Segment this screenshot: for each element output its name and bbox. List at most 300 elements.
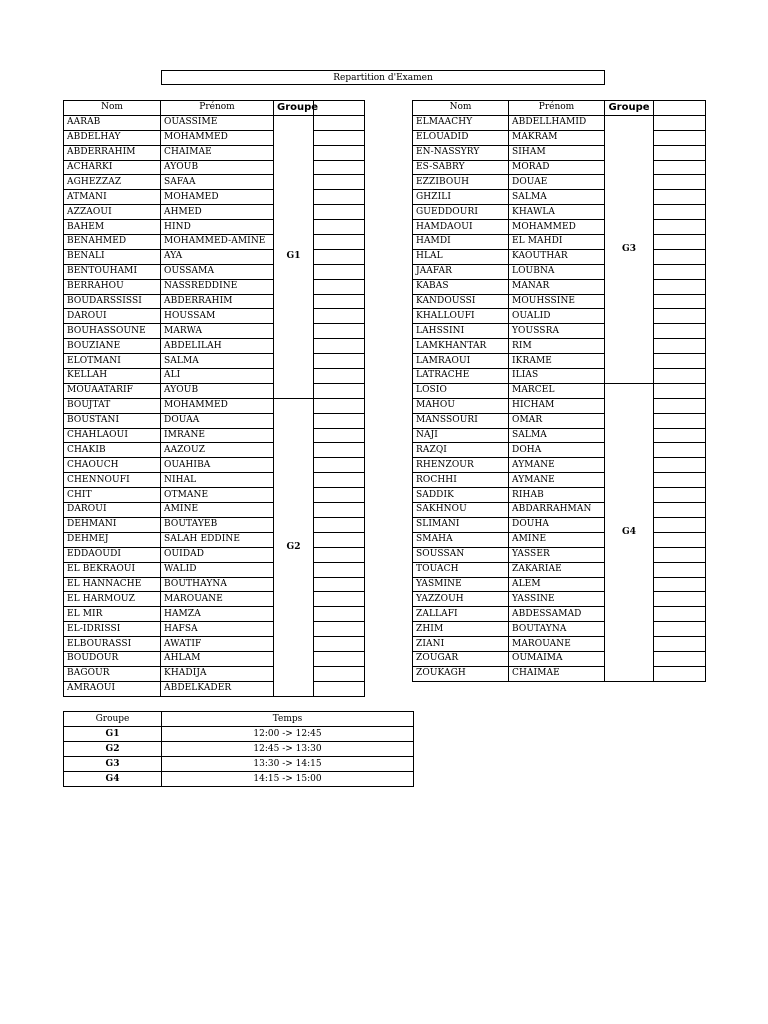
table-row <box>413 130 706 145</box>
schedule-group: G3 <box>64 757 162 772</box>
student-last-name: EL HANNACHE <box>64 577 161 592</box>
blank-cell <box>654 339 706 354</box>
student-last-name: JAAFAR <box>413 264 509 279</box>
blank-cell <box>654 130 706 145</box>
student-first-name: OUASSIME <box>161 115 274 130</box>
blank-cell <box>314 309 365 324</box>
blank-cell <box>314 458 365 473</box>
student-last-name: SADDIK <box>413 488 509 503</box>
table-row <box>64 651 365 666</box>
student-first-name: AMINE <box>509 532 605 547</box>
student-last-name: AGHEZZAZ <box>64 175 161 190</box>
student-first-name: RIHAB <box>509 488 605 503</box>
student-first-name: OUALID <box>509 309 605 324</box>
table-row <box>413 532 706 547</box>
student-last-name: BENAHMED <box>64 235 161 250</box>
student-last-name: ELOTMANI <box>64 354 161 369</box>
table-row <box>64 413 365 428</box>
table-row <box>64 428 365 443</box>
student-last-name: GUEDDOURI <box>413 205 509 220</box>
student-last-name: EDDAOUDI <box>64 547 161 562</box>
blank-cell <box>314 324 365 339</box>
student-first-name: ALI <box>161 369 274 384</box>
student-first-name: ABDELILAH <box>161 339 274 354</box>
table-row <box>413 235 706 250</box>
student-first-name: SALMA <box>509 190 605 205</box>
schedule-group: G4 <box>64 772 162 787</box>
student-first-name: IMRANE <box>161 428 274 443</box>
blank-cell <box>314 190 365 205</box>
student-first-name: BOUTHAYNA <box>161 577 274 592</box>
student-first-name: AWATIF <box>161 637 274 652</box>
student-first-name: SAFAA <box>161 175 274 190</box>
blank-cell <box>654 592 706 607</box>
student-first-name: AHLAM <box>161 651 274 666</box>
table-row <box>64 175 365 190</box>
blank-cell <box>654 175 706 190</box>
table-row <box>64 383 365 398</box>
student-first-name: ALEM <box>509 577 605 592</box>
schedule-header-temps: Temps <box>162 712 414 727</box>
student-last-name: HAMDI <box>413 235 509 250</box>
left-student-table <box>63 100 365 697</box>
student-first-name: AYA <box>161 249 274 264</box>
table-row <box>413 517 706 532</box>
table-row <box>64 205 365 220</box>
student-first-name: MARWA <box>161 324 274 339</box>
student-first-name: AYOUB <box>161 160 274 175</box>
student-last-name: ABDELHAY <box>64 130 161 145</box>
blank-cell <box>654 369 706 384</box>
student-last-name: ATMANI <box>64 190 161 205</box>
student-first-name: KHADIJA <box>161 666 274 681</box>
student-first-name: AAZOUZ <box>161 443 274 458</box>
student-first-name: MOHAMMED <box>161 130 274 145</box>
table-row <box>64 398 365 413</box>
blank-cell <box>654 532 706 547</box>
student-last-name: CHAOUCH <box>64 458 161 473</box>
student-last-name: AZZAOUI <box>64 205 161 220</box>
student-first-name: DOUAE <box>509 175 605 190</box>
table-row <box>413 160 706 175</box>
student-first-name: MORAD <box>509 160 605 175</box>
blank-cell <box>314 383 365 398</box>
table-row <box>413 383 706 398</box>
blank-cell <box>314 160 365 175</box>
table-row <box>64 324 365 339</box>
table-row <box>64 160 365 175</box>
blank-cell <box>314 622 365 637</box>
student-last-name: SOUSSAN <box>413 547 509 562</box>
column-header-nom: Nom <box>64 101 161 116</box>
student-last-name: ES-SABRY <box>413 160 509 175</box>
blank-cell <box>314 651 365 666</box>
column-header-prenom: Prénom <box>161 101 274 116</box>
student-last-name: LATRACHE <box>413 369 509 384</box>
student-first-name: MAROUANE <box>509 637 605 652</box>
table-row <box>413 190 706 205</box>
student-first-name: MOUHSSINE <box>509 294 605 309</box>
table-row <box>413 279 706 294</box>
table-row <box>413 607 706 622</box>
schedule-row <box>64 757 414 772</box>
column-header-groupe: Groupe <box>605 101 654 116</box>
table-row <box>413 413 706 428</box>
student-first-name: ABDELKADER <box>161 681 274 696</box>
table-row <box>64 190 365 205</box>
student-last-name: LAHSSINI <box>413 324 509 339</box>
blank-cell <box>654 294 706 309</box>
student-last-name: DEHMEJ <box>64 532 161 547</box>
student-first-name: OMAR <box>509 413 605 428</box>
student-first-name: KHAWLA <box>509 205 605 220</box>
schedule-row <box>64 727 414 742</box>
table-row <box>413 115 706 130</box>
blank-cell <box>314 279 365 294</box>
student-last-name: AARAB <box>64 115 161 130</box>
table-row <box>64 473 365 488</box>
student-last-name: LAMRAOUI <box>413 354 509 369</box>
student-last-name: HAMDAOUI <box>413 220 509 235</box>
blank-cell <box>654 577 706 592</box>
blank-cell <box>654 473 706 488</box>
schedule-header-row <box>64 712 414 727</box>
blank-cell <box>654 264 706 279</box>
blank-cell <box>654 324 706 339</box>
student-first-name: OUMAIMA <box>509 651 605 666</box>
column-header-blank <box>314 101 365 116</box>
table-row <box>64 458 365 473</box>
group-label-cell: G1 <box>274 115 314 398</box>
table-row <box>413 354 706 369</box>
student-first-name: KAOUTHAR <box>509 249 605 264</box>
blank-cell <box>314 503 365 518</box>
student-last-name: EL-IDRISSI <box>64 622 161 637</box>
table-row <box>64 681 365 696</box>
student-first-name: DOUAA <box>161 413 274 428</box>
student-first-name: HAMZA <box>161 607 274 622</box>
blank-cell <box>654 651 706 666</box>
blank-cell <box>654 666 706 681</box>
blank-cell <box>654 488 706 503</box>
student-last-name: EL BEKRAOUI <box>64 562 161 577</box>
student-last-name: RHENZOUR <box>413 458 509 473</box>
student-first-name: OTMANE <box>161 488 274 503</box>
student-last-name: GHZILI <box>413 190 509 205</box>
table-row <box>413 369 706 384</box>
column-header-blank <box>654 101 706 116</box>
student-last-name: BOUDOUR <box>64 651 161 666</box>
column-header-nom: Nom <box>413 101 509 116</box>
blank-cell <box>314 249 365 264</box>
student-first-name: OUAHIBA <box>161 458 274 473</box>
table-row <box>64 666 365 681</box>
student-last-name: BOUHASSOUNE <box>64 324 161 339</box>
blank-cell <box>314 547 365 562</box>
student-first-name: ABDARRAHMAN <box>509 503 605 518</box>
blank-cell <box>654 190 706 205</box>
student-first-name: MOHAMMED <box>161 398 274 413</box>
blank-cell <box>654 458 706 473</box>
blank-cell <box>654 220 706 235</box>
table-row <box>413 488 706 503</box>
student-last-name: BERRAHOU <box>64 279 161 294</box>
table-row <box>413 458 706 473</box>
student-first-name: MOHAMMED-AMINE <box>161 235 274 250</box>
blank-cell <box>654 160 706 175</box>
table-row <box>64 249 365 264</box>
table-row <box>413 651 706 666</box>
table-row <box>64 294 365 309</box>
blank-cell <box>314 637 365 652</box>
blank-cell <box>314 145 365 160</box>
student-last-name: DEHMANI <box>64 517 161 532</box>
table-row <box>64 235 365 250</box>
student-last-name: LAMKHANTAR <box>413 339 509 354</box>
column-header-prenom: Prénom <box>509 101 605 116</box>
student-first-name: BOUTAYNA <box>509 622 605 637</box>
student-last-name: BENTOUHAMI <box>64 264 161 279</box>
student-first-name: CHAIMAE <box>509 666 605 681</box>
table-row <box>64 220 365 235</box>
student-last-name: KHALLOUFI <box>413 309 509 324</box>
blank-cell <box>654 309 706 324</box>
student-last-name: ABDERRAHIM <box>64 145 161 160</box>
table-row <box>413 622 706 637</box>
right-table-body <box>413 115 706 681</box>
table-row <box>413 503 706 518</box>
student-first-name: WALID <box>161 562 274 577</box>
blank-cell <box>654 547 706 562</box>
student-first-name: NASSREDDINE <box>161 279 274 294</box>
table-row <box>413 339 706 354</box>
student-first-name: MAROUANE <box>161 592 274 607</box>
student-last-name: KABAS <box>413 279 509 294</box>
student-last-name: NAJI <box>413 428 509 443</box>
table-row <box>413 443 706 458</box>
student-first-name: HOUSSAM <box>161 309 274 324</box>
blank-cell <box>654 607 706 622</box>
student-first-name: SALAH EDDINE <box>161 532 274 547</box>
student-last-name: MOUAATARIF <box>64 383 161 398</box>
blank-cell <box>654 145 706 160</box>
table-row <box>64 562 365 577</box>
table-row <box>64 279 365 294</box>
student-last-name: TOUACH <box>413 562 509 577</box>
student-last-name: CHIT <box>64 488 161 503</box>
group-label-cell: G2 <box>274 398 314 696</box>
left-table-body <box>64 115 365 696</box>
student-first-name: HIND <box>161 220 274 235</box>
student-first-name: DOUHA <box>509 517 605 532</box>
blank-cell <box>654 205 706 220</box>
table-row <box>64 622 365 637</box>
student-last-name: LOSIO <box>413 383 509 398</box>
student-last-name: BOUJTAT <box>64 398 161 413</box>
student-last-name: BOUSTANI <box>64 413 161 428</box>
student-first-name: MOHAMMED <box>509 220 605 235</box>
student-last-name: ACHARKI <box>64 160 161 175</box>
right-student-table <box>412 100 706 682</box>
student-last-name: SMAHA <box>413 532 509 547</box>
student-last-name: RAZQI <box>413 443 509 458</box>
student-last-name: ZOUKAGH <box>413 666 509 681</box>
student-first-name: SALMA <box>161 354 274 369</box>
blank-cell <box>314 592 365 607</box>
blank-cell <box>314 517 365 532</box>
group-label-cell: G4 <box>605 383 654 681</box>
student-first-name: MAKRAM <box>509 130 605 145</box>
schedule-time: 12:45 -> 13:30 <box>162 742 414 757</box>
student-last-name: CHAKIB <box>64 443 161 458</box>
table-row <box>64 577 365 592</box>
table-row <box>413 398 706 413</box>
student-last-name: ZIANI <box>413 637 509 652</box>
table-row <box>413 547 706 562</box>
blank-cell <box>654 503 706 518</box>
table-row <box>64 517 365 532</box>
column-header-groupe: Groupe <box>274 101 314 116</box>
blank-cell <box>314 175 365 190</box>
blank-cell <box>314 235 365 250</box>
student-first-name: OUIDAD <box>161 547 274 562</box>
student-first-name: SALMA <box>509 428 605 443</box>
student-first-name: AYMANE <box>509 458 605 473</box>
student-last-name: SAKHNOU <box>413 503 509 518</box>
student-last-name: ZOUGAR <box>413 651 509 666</box>
blank-cell <box>654 235 706 250</box>
student-last-name: DAROUI <box>64 309 161 324</box>
student-first-name: NIHAL <box>161 473 274 488</box>
blank-cell <box>654 637 706 652</box>
student-last-name: ROCHHI <box>413 473 509 488</box>
student-first-name: YASSER <box>509 547 605 562</box>
blank-cell <box>314 443 365 458</box>
table-row <box>413 592 706 607</box>
blank-cell <box>654 354 706 369</box>
blank-cell <box>654 115 706 130</box>
table-row <box>64 637 365 652</box>
table-header-row <box>64 101 365 116</box>
student-first-name: MANAR <box>509 279 605 294</box>
blank-cell <box>654 398 706 413</box>
student-first-name: CHAIMAE <box>161 145 274 160</box>
table-row <box>413 324 706 339</box>
student-last-name: YASMINE <box>413 577 509 592</box>
student-first-name: YOUSSRA <box>509 324 605 339</box>
blank-cell <box>314 339 365 354</box>
student-first-name: RIM <box>509 339 605 354</box>
student-first-name: ABDESSAMAD <box>509 607 605 622</box>
blank-cell <box>314 562 365 577</box>
student-last-name: MAHOU <box>413 398 509 413</box>
table-row <box>64 592 365 607</box>
student-last-name: BOUZIANE <box>64 339 161 354</box>
table-row <box>64 547 365 562</box>
blank-cell <box>314 205 365 220</box>
schedule-table-body <box>64 727 414 787</box>
student-last-name: ELMAACHY <box>413 115 509 130</box>
student-last-name: KELLAH <box>64 369 161 384</box>
student-first-name: YASSINE <box>509 592 605 607</box>
table-row <box>413 294 706 309</box>
page-title: Repartition d'Examen <box>161 70 605 85</box>
table-row <box>413 145 706 160</box>
student-last-name: CHAHLAOUI <box>64 428 161 443</box>
table-row <box>413 428 706 443</box>
blank-cell <box>654 428 706 443</box>
student-first-name: ABDERRAHIM <box>161 294 274 309</box>
student-last-name: EN-NASSYRY <box>413 145 509 160</box>
table-row <box>64 607 365 622</box>
schedule-row <box>64 772 414 787</box>
blank-cell <box>314 264 365 279</box>
table-row <box>64 354 365 369</box>
blank-cell <box>314 369 365 384</box>
blank-cell <box>314 607 365 622</box>
student-first-name: BOUTAYEB <box>161 517 274 532</box>
blank-cell <box>654 562 706 577</box>
student-first-name: MARCEL <box>509 383 605 398</box>
student-last-name: ELOUADID <box>413 130 509 145</box>
student-last-name: BENALI <box>64 249 161 264</box>
blank-cell <box>654 383 706 398</box>
blank-cell <box>654 517 706 532</box>
group-label-cell: G3 <box>605 115 654 383</box>
student-first-name: ABDELLHAMID <box>509 115 605 130</box>
student-last-name: EL MIR <box>64 607 161 622</box>
table-row <box>413 562 706 577</box>
student-first-name: EL MAHDI <box>509 235 605 250</box>
blank-cell <box>314 220 365 235</box>
schedule-time: 14:15 -> 15:00 <box>162 772 414 787</box>
student-last-name: KANDOUSSI <box>413 294 509 309</box>
student-first-name: ZAKARIAE <box>509 562 605 577</box>
student-last-name: BOUDARSSISSI <box>64 294 161 309</box>
table-header-row <box>413 101 706 116</box>
table-row <box>413 249 706 264</box>
table-row <box>64 130 365 145</box>
table-row <box>64 443 365 458</box>
student-last-name: EZZIBOUH <box>413 175 509 190</box>
blank-cell <box>314 413 365 428</box>
student-last-name: ELBOURASSI <box>64 637 161 652</box>
student-last-name: AMRAOUI <box>64 681 161 696</box>
student-last-name: CHENNOUFI <box>64 473 161 488</box>
schedule-group: G1 <box>64 727 162 742</box>
student-last-name: DAROUI <box>64 503 161 518</box>
student-first-name: DOHA <box>509 443 605 458</box>
student-last-name: YAZZOUH <box>413 592 509 607</box>
student-first-name: AHMED <box>161 205 274 220</box>
blank-cell <box>654 413 706 428</box>
student-first-name: AMINE <box>161 503 274 518</box>
table-row <box>413 205 706 220</box>
table-row <box>413 309 706 324</box>
student-first-name: HAFSA <box>161 622 274 637</box>
schedule-row <box>64 742 414 757</box>
student-first-name: AYMANE <box>509 473 605 488</box>
student-last-name: BAHEM <box>64 220 161 235</box>
table-row <box>64 532 365 547</box>
table-row <box>413 637 706 652</box>
blank-cell <box>314 532 365 547</box>
blank-cell <box>314 398 365 413</box>
table-row <box>64 264 365 279</box>
student-first-name: AYOUB <box>161 383 274 398</box>
blank-cell <box>314 115 365 130</box>
table-row <box>413 220 706 235</box>
